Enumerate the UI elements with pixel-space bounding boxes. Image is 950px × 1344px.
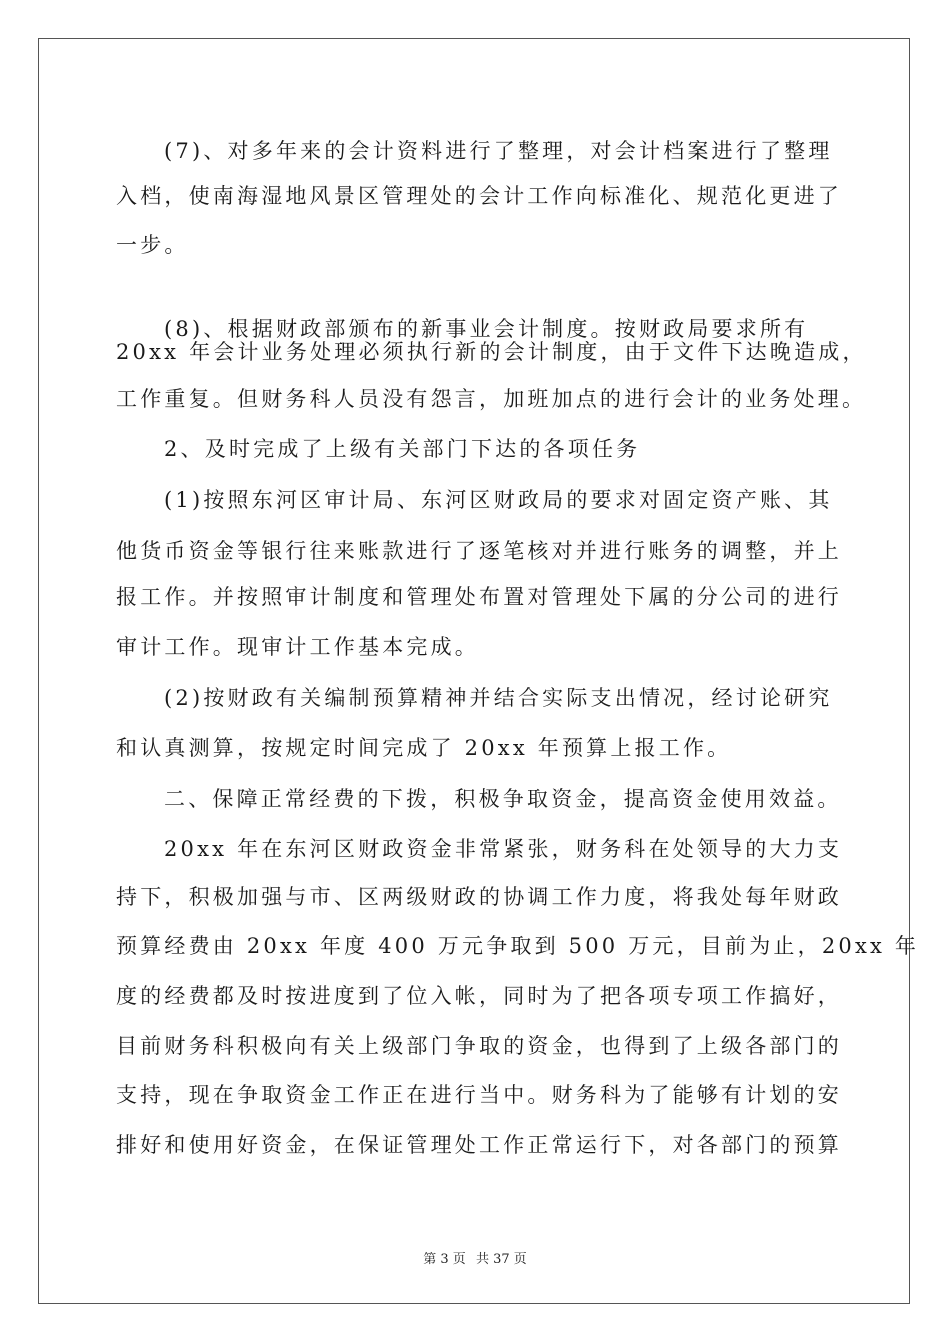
paragraph-8-line-3: 工作重复。但财务科人员没有怨言，加班加点的进行会计的业务处理。 [116,387,867,411]
page-number: 第 3 页 [423,1252,466,1267]
total-pages: 共 37 页 [475,1252,527,1267]
paragraph-3-line-4: 度的经费都及时按进度到了位入帐，同时为了把各项专项工作搞好， [116,984,842,1008]
paragraph-3-line-1: 20xx 年在东河区财政资金非常紧张，财务科在处领导的大力支 [164,837,843,861]
paragraph-1-line-3: 报工作。并按照审计制度和管理处布置对管理处下属的分公司的进行 [116,585,842,609]
paragraph-3-line-3: 预算经费由 20xx 年度 400 万元争取到 500 万元，目前为止，20xx 年 [116,934,920,958]
paragraph-1-line-4: 审计工作。现审计工作基本完成。 [116,635,479,659]
paragraph-1-line-2: 他货币资金等银行往来账款进行了逐笔核对并进行账务的调整，并上 [116,539,842,563]
paragraph-3-line-2: 持下，积极加强与市、区两级财政的协调工作力度，将我处每年财政 [116,885,842,909]
paragraph-2-line-1: (2)按财政有关编制预算精神并结合实际支出情况，经讨论研究 [164,686,833,710]
paragraph-8-line-1: (8)、根据财政部颁布的新事业会计制度。按财政局要求所有 [164,317,809,341]
paragraph-3-line-6: 支持，现在争取资金工作正在进行当中。财务科为了能够有计划的安 [116,1083,842,1107]
paragraph-2-line-2: 和认真测算，按规定时间完成了 20xx 年预算上报工作。 [116,736,732,760]
paragraph-3-line-5: 目前财务科积极向有关上级部门争取的资金，也得到了上级各部门的 [116,1034,842,1058]
paragraph-8-line-2: 20xx 年会计业务处理必须执行新的会计制度，由于文件下达晚造成， [116,340,867,364]
paragraph-7-line-2: 入档，使南海湿地风景区管理处的会计工作向标准化、规范化更进了 [116,184,842,208]
paragraph-7-line-3: 一步。 [116,233,189,257]
page-frame [38,38,920,1304]
paragraph-7-line-1: (7)、对多年来的会计资料进行了整理，对会计档案进行了整理 [164,139,833,163]
section-two-heading: 二、保障正常经费的下拨，积极争取资金，提高资金使用效益。 [164,787,842,811]
paragraph-1-line-1: (1)按照东河区审计局、东河区财政局的要求对固定资产账、其 [164,488,833,512]
section-2-heading: 2、及时完成了上级有关部门下达的各项任务 [164,437,641,461]
page-footer [0,1248,950,1267]
paragraph-3-line-7: 排好和使用好资金，在保证管理处工作正常运行下，对各部门的预算 [116,1133,842,1157]
